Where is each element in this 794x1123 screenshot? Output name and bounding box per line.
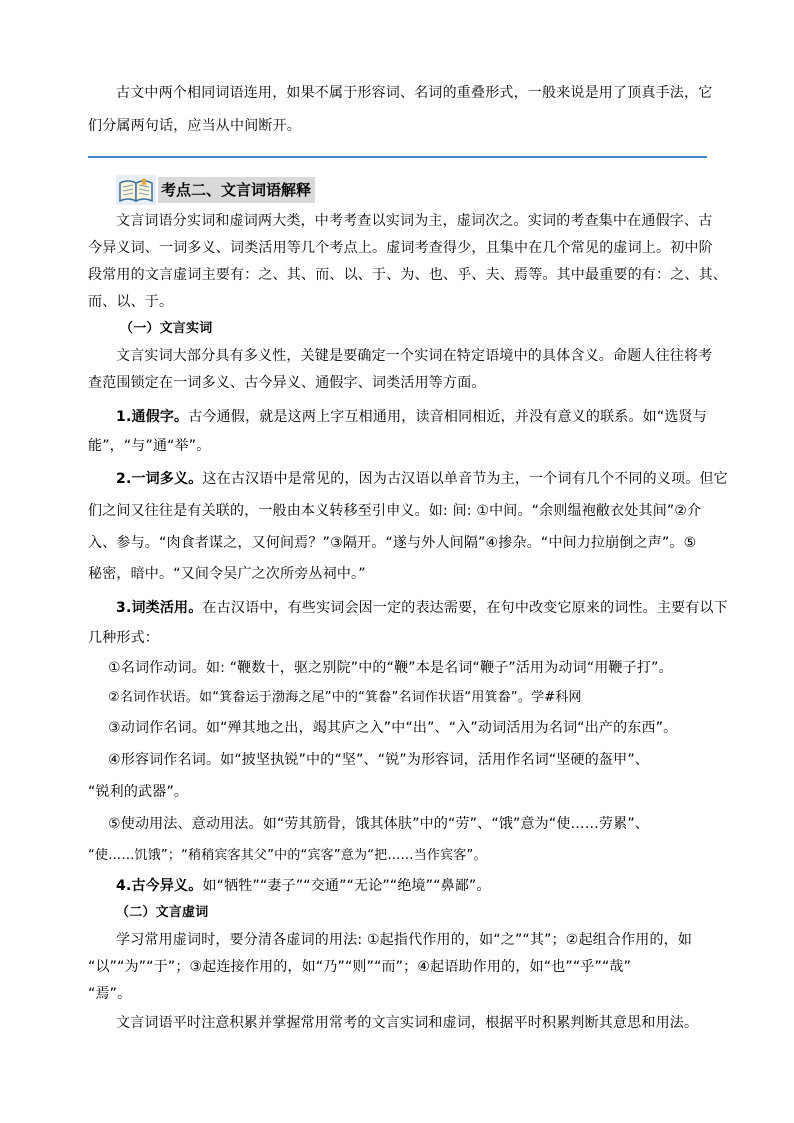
- item3-form-4-line-2: “锐利的武器”。: [88, 784, 189, 800]
- item4-line-1: [116, 876, 756, 896]
- subsection-heading-1: （一）文言实词: [120, 321, 213, 336]
- item2-line-1: [116, 469, 756, 489]
- item3-form-3: ③动词作名词。如“殚其地之出，竭其庐之入”中“出”、“入”动词活用为名词“出产的东西”。: [108, 720, 678, 736]
- overview-line-4: 而、以、于。: [88, 294, 174, 310]
- sub2-line-1: 学习常用虚词时，要分清各虚词的用法: ①起指代作用的，如“之”“其”；②起组合作用的，如: [116, 932, 693, 948]
- closing-line: 文言词语平时注意积累并掌握常用常考的文言实词和虚词，根据平时积累判断其意思和用法。: [116, 1015, 699, 1031]
- sub2-line-2: “以”“为”“于”；③起连接作用的，如“乃”“则”“而”；④起语助作用的，如“也”“乎”“哉”: [88, 959, 632, 975]
- item3-form-5-line-2: “使……饥饿”；“稍稍宾客其父”中的“宾客”意为“把……当作宾客”。: [88, 848, 487, 863]
- item3-line-1: [116, 598, 756, 618]
- item3-line-2: 几种形式：: [88, 630, 159, 646]
- item3-form-4-line-1: ④形容词作名词。如“披坚执锐”中的“坚”、“锐”为形容词，活用作名词“坚硬的盔甲”、: [108, 752, 649, 768]
- overview-line-2: 今异义词、一词多义、词类活用等几个考点上。虚词考查得少，且集中在几个常见的虚词上。初中阶: [88, 240, 713, 256]
- item1-line-1: [116, 407, 756, 427]
- intro-line-2: 们分属两句话，应当从中间断开。: [88, 118, 301, 134]
- item2-line-4: 秘密，暗中。“又间令吴广之次所旁丛祠中。”: [88, 566, 366, 582]
- subsection-heading-2: （二）文言虚词: [116, 905, 209, 920]
- overview-line-3: 段常用的文言虚词主要有：之、其、而、以、于、为、也、乎、夫、焉等。其中最重要的有：之、其、: [88, 267, 727, 283]
- overview-line-1: 文言词语分实词和虚词两大类，中考考查以实词为主，虚词次之。实词的考查集中在通假字、古: [116, 213, 713, 229]
- item2-line-3: 入、参与。“肉食者谋之，又何间焉？”③隔开。“遂与外人间隔”④掺杂。“中间力拉崩倒之声”。⑤: [88, 535, 697, 551]
- item3-text: 在古汉语中，有些实词会因一定的表达需要，在句中改变它原来的词性。主要有以下: [202, 600, 728, 616]
- item1-label: 1.通假字。: [116, 409, 189, 425]
- item3-form-5-line-1: ⑤使动用法、意动用法。如“劳其筋骨，饿其体肤”中的“劳”、“饿”意为“使……劳累”、: [108, 816, 649, 832]
- item2-line-2: 们之间又往往是有关联的，一般由本义转移至引申义。如: 间: ①中间。“余则缊袍敝衣处其间”②介: [88, 503, 702, 519]
- sub1-line-2: 查范围锁定在一词多义、古今异义、通假字、词类活用等方面。: [88, 375, 486, 391]
- sub1-line-1: 文言实词大部分具有多义性，关键是要确定一个实词在特定语境中的具体含义。命题人往往将考: [116, 348, 713, 364]
- open-book-icon: [116, 175, 156, 205]
- item4-text: 如“牺牲”“妻子”“交通”“无论”“绝境”“鼻鄙”。: [202, 878, 491, 894]
- item2-text: 这在古汉语中是常见的，因为古汉语以单音节为主，一个词有几个不同的义项。但它: [202, 471, 728, 487]
- section-title: 考点二、文言词语解释: [158, 177, 315, 203]
- item1-text: 古今通假，就是这两上字互相通用，读音相同相近，并没有意义的联系。如“选贤与: [188, 409, 707, 425]
- item3-form-1: ①名词作动词。如: “鞭数十，驱之别院”中的“鞭”本是名词“鞭子”活用为动词“用鞭子打”。: [108, 660, 673, 676]
- section-divider: [88, 156, 707, 158]
- item1-line-2: 能”，“与”通“举”。: [88, 438, 211, 454]
- item3-label: 3.词类活用。: [116, 600, 203, 616]
- intro-line-1: 古文中两个相同词语连用，如果不属于形容词、名词的重叠形式，一般来说是用了顶真手法，它: [116, 85, 713, 101]
- item4-label: 4.古今异义。: [116, 878, 203, 894]
- sub2-line-3: “焉”。: [88, 986, 132, 1002]
- item2-label: 2.一词多义。: [116, 471, 203, 487]
- section-heading: [116, 175, 315, 205]
- item3-form-2: ②名词作状语。如“箕畚运于渤海之尾”中的“箕畚”名词作状语“用箕畚”。学#科网: [108, 690, 582, 705]
